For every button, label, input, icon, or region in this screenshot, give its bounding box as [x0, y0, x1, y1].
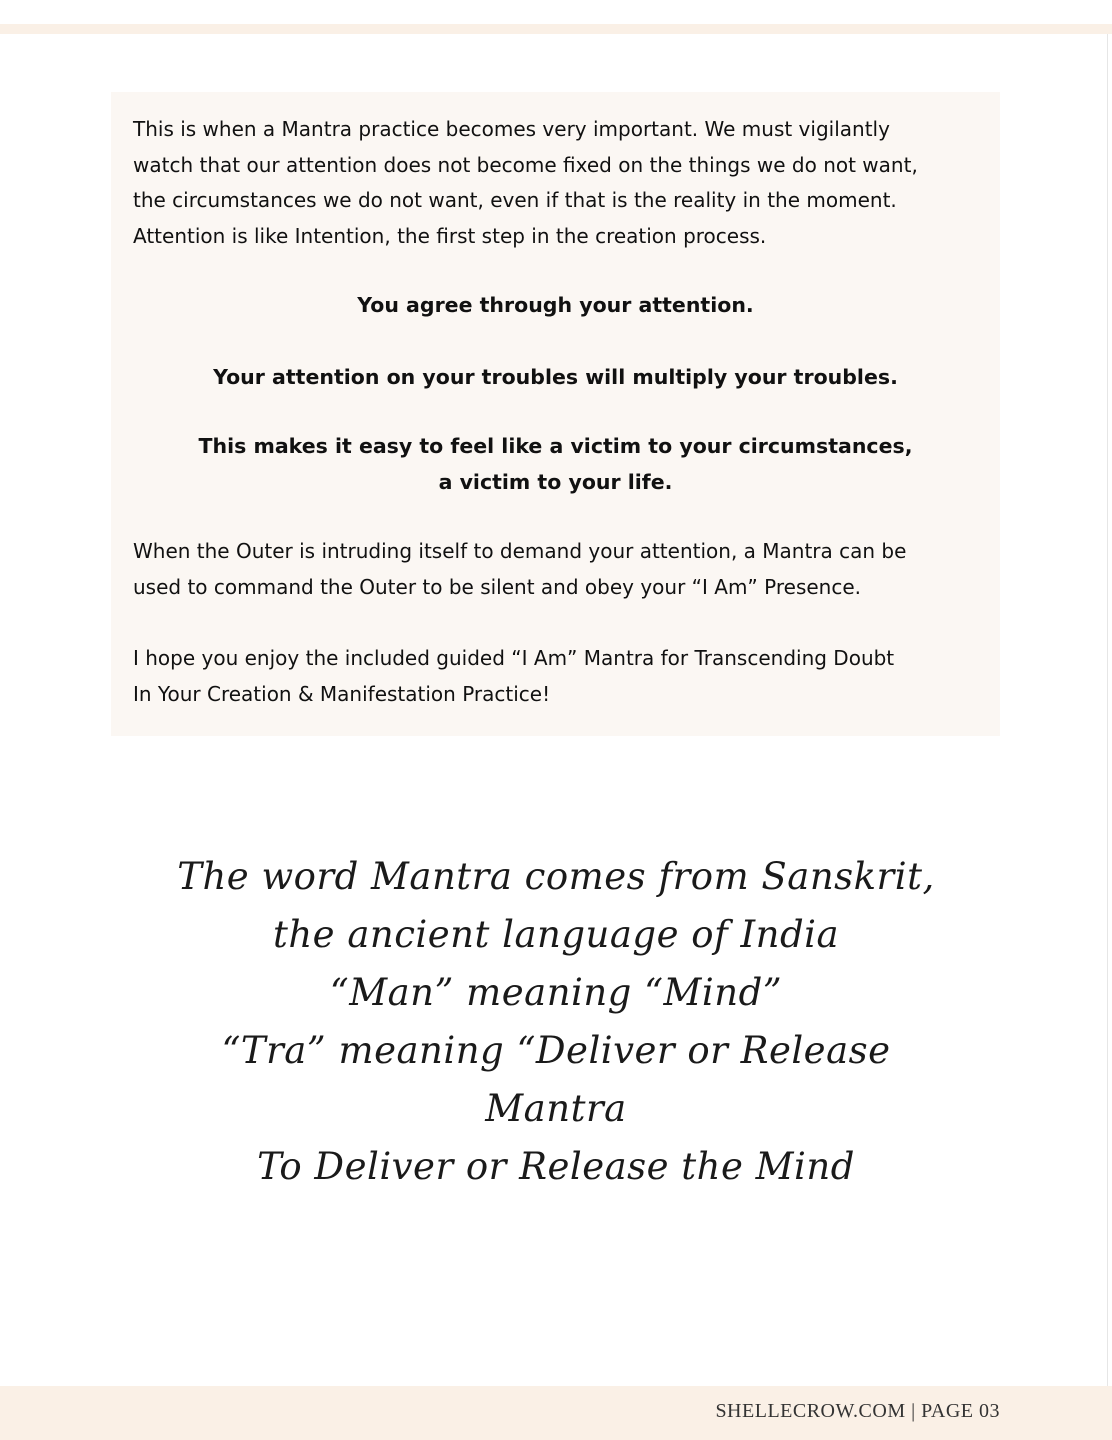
script-line: the ancient language of India	[272, 913, 840, 956]
emphasis-victim-line: a victim to your life.	[438, 469, 673, 494]
emphasis-agree: You agree through your attention.	[357, 293, 754, 317]
emphasis-victim-line: This makes it easy to feel like a victim to your circumstances,	[198, 434, 913, 458]
script-line: The word Mantra comes from Sanskrit,	[177, 855, 935, 898]
closing-paragraph	[133, 641, 978, 712]
closing-line: I hope you enjoy the included guided “I Am” Mantra for Transcending Doubt	[133, 646, 895, 670]
intro-line: This is when a Mantra practice becomes very important. We must vigilantly	[133, 117, 890, 141]
intro-line: Attention is like Intention, the first step in the creation process.	[133, 223, 767, 248]
outer-line: used to command the Outer to be silent and obey your “I Am” Presence.	[133, 574, 861, 599]
top-decorative-band	[0, 24, 1112, 34]
outer-line: When the Outer is intruding itself to demand your attention, a Mantra can be	[133, 539, 907, 563]
emphasis-troubles: Your attention on your troubles will multiply your troubles.	[213, 364, 898, 389]
script-line: To Deliver or Release the Mind	[257, 1145, 855, 1188]
footer-site-page-label: SHELLECROW.COM | PAGE 03	[715, 1400, 1000, 1422]
script-line: Mantra	[485, 1087, 627, 1130]
outer-paragraph	[133, 534, 978, 605]
closing-line: In Your Creation & Manifestation Practice!	[133, 681, 551, 706]
script-quote	[0, 848, 1112, 1196]
intro-paragraph	[133, 112, 978, 254]
script-line: “Man” meaning “Mind”	[329, 971, 783, 1014]
content-card	[111, 92, 1000, 736]
intro-line: watch that our attention does not become fixed on the things we do not want,	[133, 152, 918, 177]
emphasis-victim	[133, 429, 978, 500]
page-footer	[0, 1386, 1112, 1440]
script-line: “Tra” meaning “Deliver or Release	[221, 1029, 891, 1072]
intro-line: the circumstances we do not want, even if that is the reality in the moment.	[133, 188, 897, 212]
